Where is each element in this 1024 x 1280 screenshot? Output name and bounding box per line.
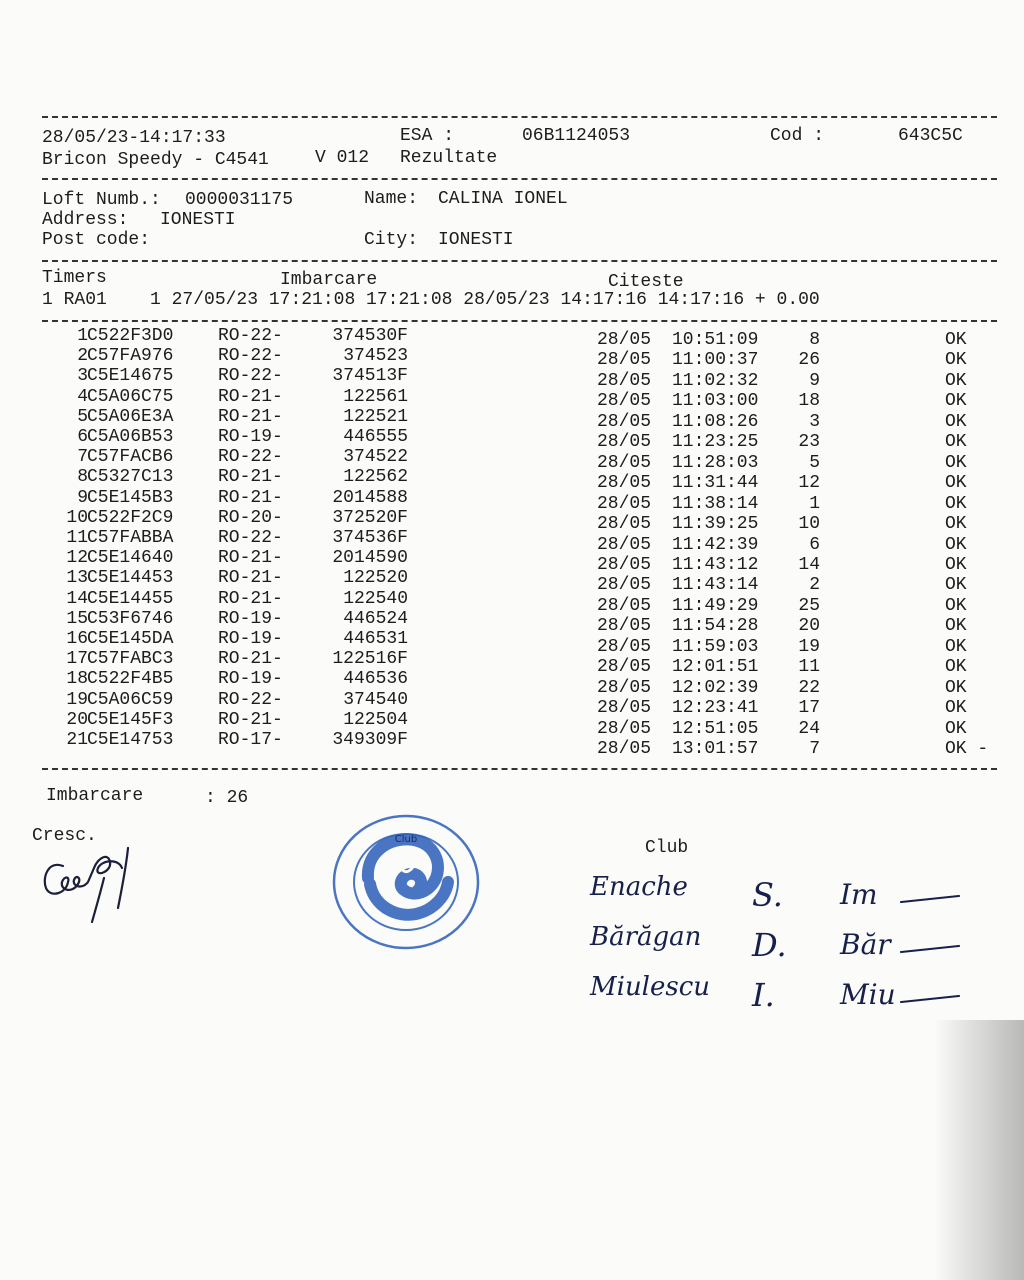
arrival-date: 28/05 bbox=[597, 718, 652, 739]
citeste-column-label: Citeste bbox=[608, 272, 684, 292]
row-index: 19 bbox=[66, 689, 88, 710]
arrival-time: 11:28:03 bbox=[672, 452, 759, 473]
arrival-time: 11:49:29 bbox=[672, 595, 759, 616]
address-value: IONESTI bbox=[160, 210, 236, 230]
table-row bbox=[0, 608, 1024, 637]
chip-id: C53F6746 bbox=[87, 608, 174, 629]
status: OK bbox=[945, 616, 967, 637]
imbarcare-total-value: : 26 bbox=[205, 788, 249, 808]
ring-prefix: RO-21- bbox=[218, 406, 283, 427]
report-title: Rezultate bbox=[400, 148, 498, 168]
arrival-date: 28/05 bbox=[597, 554, 652, 575]
signature-initial: I. bbox=[752, 976, 775, 1014]
table-row bbox=[0, 487, 1024, 514]
chip-id: C5A06C75 bbox=[87, 386, 174, 407]
ring-prefix: RO-19- bbox=[218, 629, 283, 649]
table-row bbox=[0, 366, 1024, 391]
timer-line: 1 RA01 1 27/05/23 17:21:08 17:21:08 28/05/23 14:17:16 14:17:16 + 0.00 bbox=[42, 290, 820, 310]
firmware-version: V 012 bbox=[315, 148, 370, 168]
position: 20 bbox=[798, 616, 820, 637]
arrival-time: 13:01:57 bbox=[672, 739, 759, 759]
chip-id: C57FABC3 bbox=[87, 649, 174, 670]
cresc-label: Cresc. bbox=[32, 826, 97, 846]
row-index: 3 bbox=[77, 366, 88, 387]
ring-number: 374536F bbox=[332, 528, 408, 548]
row-index: 15 bbox=[66, 608, 88, 629]
status: OK bbox=[945, 411, 967, 432]
row-index: 14 bbox=[66, 588, 88, 609]
ring-number: 374540 bbox=[343, 689, 408, 710]
status: OK bbox=[945, 575, 967, 596]
table-row bbox=[0, 507, 1024, 535]
ring-number: 446524 bbox=[343, 608, 408, 629]
status: OK bbox=[945, 698, 967, 719]
signature-stroke bbox=[900, 945, 960, 953]
signature-name: Bărăgan bbox=[590, 922, 702, 952]
signature-mark: Miu bbox=[840, 978, 896, 1011]
page-shadow bbox=[934, 1020, 1024, 1280]
ring-number: 349309F bbox=[332, 730, 408, 750]
arrival-time: 11:08:26 bbox=[672, 411, 759, 432]
status: OK bbox=[945, 452, 967, 473]
city-label: City: bbox=[364, 230, 419, 250]
ring-number: 122504 bbox=[343, 709, 408, 730]
arrival-date: 28/05 bbox=[597, 452, 652, 473]
row-index: 12 bbox=[66, 548, 88, 569]
chip-id: C5A06C59 bbox=[87, 689, 174, 710]
table-row bbox=[0, 406, 1024, 432]
ring-prefix: RO-20- bbox=[218, 507, 283, 528]
table-row bbox=[0, 326, 1024, 350]
address-label: Address: bbox=[42, 210, 129, 230]
arrival-date: 28/05 bbox=[597, 657, 652, 678]
arrival-time: 11:38:14 bbox=[672, 493, 759, 514]
position: 5 bbox=[809, 452, 820, 473]
row-index: 11 bbox=[66, 528, 88, 548]
imbarcare-total-label: Imbarcare bbox=[46, 786, 144, 806]
ring-prefix: RO-21- bbox=[218, 588, 283, 609]
city-value: IONESTI bbox=[438, 230, 514, 250]
arrival-time: 11:39:25 bbox=[672, 514, 759, 535]
ring-prefix: RO-19- bbox=[218, 669, 283, 690]
chip-id: C5E14640 bbox=[87, 548, 174, 569]
chip-id: C5E145DA bbox=[87, 629, 174, 649]
timers-title: Timers bbox=[42, 268, 107, 288]
row-index: 16 bbox=[66, 629, 88, 649]
arrival-time: 10:51:09 bbox=[672, 330, 759, 350]
table-row bbox=[0, 709, 1024, 739]
row-index: 6 bbox=[77, 427, 88, 447]
status: OK bbox=[945, 391, 967, 412]
ring-prefix: RO-21- bbox=[218, 548, 283, 569]
header-datetime: 28/05/23-14:17:33 bbox=[42, 128, 226, 148]
table-row bbox=[0, 427, 1024, 453]
status: OK bbox=[945, 534, 967, 555]
row-index: 9 bbox=[77, 487, 88, 508]
name-label: Name: bbox=[364, 189, 419, 209]
arrival-time: 12:23:41 bbox=[672, 698, 759, 719]
arrival-date: 28/05 bbox=[597, 432, 652, 453]
chip-id: C5327C13 bbox=[87, 467, 174, 488]
breeder-signature bbox=[38, 838, 148, 928]
ring-prefix: RO-21- bbox=[218, 649, 283, 670]
ring-number: 122521 bbox=[343, 406, 408, 427]
device-name: Bricon Speedy - C4541 bbox=[42, 150, 269, 170]
status: OK bbox=[945, 473, 967, 494]
signature-stroke bbox=[900, 995, 960, 1003]
row-index: 4 bbox=[77, 386, 88, 407]
table-row bbox=[0, 629, 1024, 657]
position: 24 bbox=[798, 718, 820, 739]
chip-id: C5E14675 bbox=[87, 366, 174, 387]
club-stamp bbox=[330, 812, 482, 952]
arrival-time: 11:54:28 bbox=[672, 616, 759, 637]
arrival-time: 11:59:03 bbox=[672, 636, 759, 657]
ring-prefix: RO-22- bbox=[218, 346, 283, 367]
signature-name: Enache bbox=[590, 872, 688, 902]
position: 14 bbox=[798, 554, 820, 575]
table-row bbox=[0, 346, 1024, 371]
ring-number: 122520 bbox=[343, 568, 408, 589]
separator-timers bbox=[42, 260, 997, 262]
status: OK bbox=[945, 677, 967, 698]
club-label: Club bbox=[645, 838, 689, 858]
ring-number: 2014590 bbox=[332, 548, 408, 569]
ring-number: 372520F bbox=[332, 507, 408, 528]
arrival-date: 28/05 bbox=[597, 636, 652, 657]
arrival-date: 28/05 bbox=[597, 330, 652, 350]
arrival-time: 11:43:14 bbox=[672, 575, 759, 596]
arrival-date: 28/05 bbox=[597, 739, 652, 759]
table-row bbox=[0, 669, 1024, 698]
loft-label: Loft Numb.: bbox=[42, 190, 161, 210]
chip-id: C5E14455 bbox=[87, 588, 174, 609]
arrival-time: 11:02:32 bbox=[672, 370, 759, 391]
position: 11 bbox=[798, 657, 820, 678]
position: 19 bbox=[798, 636, 820, 657]
status: OK bbox=[945, 370, 967, 391]
signature-initial: D. bbox=[752, 926, 787, 964]
status: OK bbox=[945, 493, 967, 514]
chip-id: C5E145B3 bbox=[87, 487, 174, 508]
arrival-date: 28/05 bbox=[597, 616, 652, 637]
table-row bbox=[0, 649, 1024, 678]
table-row bbox=[0, 730, 1024, 759]
esa-label: ESA : bbox=[400, 126, 455, 146]
position: 1 bbox=[809, 493, 820, 514]
ring-prefix: RO-22- bbox=[218, 528, 283, 548]
ring-prefix: RO-22- bbox=[218, 689, 283, 710]
ring-number: 446555 bbox=[343, 427, 408, 447]
ring-prefix: RO-17- bbox=[218, 730, 283, 750]
arrival-date: 28/05 bbox=[597, 473, 652, 494]
arrival-date: 28/05 bbox=[597, 514, 652, 535]
signature-initial: S. bbox=[752, 876, 783, 914]
signature-mark: Im bbox=[840, 878, 878, 911]
row-index: 1 bbox=[77, 326, 88, 346]
ring-prefix: RO-21- bbox=[218, 568, 283, 589]
row-index: 2 bbox=[77, 346, 88, 367]
row-index: 10 bbox=[66, 507, 88, 528]
arrival-time: 12:01:51 bbox=[672, 657, 759, 678]
status: OK bbox=[945, 554, 967, 575]
postcode-label: Post code: bbox=[42, 230, 151, 250]
chip-id: C5A06E3A bbox=[87, 406, 174, 427]
position: 25 bbox=[798, 595, 820, 616]
status: OK bbox=[945, 636, 967, 657]
row-index: 5 bbox=[77, 406, 88, 427]
status: OK bbox=[945, 657, 967, 678]
position: 9 bbox=[809, 370, 820, 391]
position: 6 bbox=[809, 534, 820, 555]
table-row bbox=[0, 386, 1024, 412]
chip-id: C57FACB6 bbox=[87, 447, 174, 468]
table-row bbox=[0, 548, 1024, 575]
position: 22 bbox=[798, 677, 820, 698]
position: 18 bbox=[798, 391, 820, 412]
arrival-date: 28/05 bbox=[597, 595, 652, 616]
ring-prefix: RO-19- bbox=[218, 608, 283, 629]
position: 3 bbox=[809, 411, 820, 432]
row-index: 18 bbox=[66, 669, 88, 690]
arrival-time: 12:51:05 bbox=[672, 718, 759, 739]
position: 17 bbox=[798, 698, 820, 719]
position: 7 bbox=[809, 739, 820, 759]
ring-prefix: RO-22- bbox=[218, 447, 283, 468]
chip-id: C5E14753 bbox=[87, 730, 174, 750]
stamp-label: Club bbox=[394, 834, 418, 845]
ring-number: 122562 bbox=[343, 467, 408, 488]
arrival-time: 11:42:39 bbox=[672, 534, 759, 555]
ring-number: 122516F bbox=[332, 649, 408, 670]
row-index: 17 bbox=[66, 649, 88, 670]
signature-stroke bbox=[900, 895, 960, 903]
ring-prefix: RO-21- bbox=[218, 709, 283, 730]
position: 23 bbox=[798, 432, 820, 453]
chip-id: C5E14453 bbox=[87, 568, 174, 589]
status: OK bbox=[945, 330, 967, 350]
signature-name: Miulescu bbox=[590, 972, 711, 1002]
row-index: 8 bbox=[77, 467, 88, 488]
arrival-date: 28/05 bbox=[597, 677, 652, 698]
arrival-time: 12:02:39 bbox=[672, 677, 759, 698]
table-row bbox=[0, 588, 1024, 616]
ring-number: 374513F bbox=[332, 366, 408, 387]
position: 26 bbox=[798, 350, 820, 371]
imbarcare-column-label: Imbarcare bbox=[280, 270, 378, 290]
chip-id: C57FA976 bbox=[87, 346, 174, 367]
row-index: 21 bbox=[66, 730, 88, 750]
ring-prefix: RO-19- bbox=[218, 427, 283, 447]
ring-number: 374523 bbox=[343, 346, 408, 367]
arrival-time: 11:03:00 bbox=[672, 391, 759, 412]
separator-owner bbox=[42, 178, 997, 180]
esa-value: 06B1124053 bbox=[522, 126, 631, 146]
position: 12 bbox=[798, 473, 820, 494]
chip-id: C522F2C9 bbox=[87, 507, 174, 528]
status: OK bbox=[945, 595, 967, 616]
status: OK bbox=[945, 432, 967, 453]
status: OK bbox=[945, 718, 967, 739]
arrival-date: 28/05 bbox=[597, 411, 652, 432]
table-row bbox=[0, 447, 1024, 473]
arrival-time: 11:23:25 bbox=[672, 432, 759, 453]
ring-number: 122540 bbox=[343, 588, 408, 609]
cod-label: Cod : bbox=[770, 126, 825, 146]
row-index: 7 bbox=[77, 447, 88, 468]
status: OK bbox=[945, 514, 967, 535]
signature-mark: Băr bbox=[840, 928, 891, 961]
ring-prefix: RO-22- bbox=[218, 366, 283, 387]
chip-id: C5E145F3 bbox=[87, 709, 174, 730]
chip-id: C522F4B5 bbox=[87, 669, 174, 690]
arrival-date: 28/05 bbox=[597, 534, 652, 555]
arrival-date: 28/05 bbox=[597, 391, 652, 412]
separator-bottom bbox=[42, 768, 997, 770]
table-row bbox=[0, 528, 1024, 555]
table-row bbox=[0, 467, 1024, 494]
ring-prefix: RO-22- bbox=[218, 326, 283, 346]
position: 2 bbox=[809, 575, 820, 596]
status: OK bbox=[945, 350, 967, 371]
arrival-date: 28/05 bbox=[597, 575, 652, 596]
cod-value: 643C5C bbox=[898, 126, 963, 146]
status: OK - bbox=[945, 739, 989, 759]
arrival-date: 28/05 bbox=[597, 370, 652, 391]
loft-number: 0000031175 bbox=[185, 190, 294, 210]
ring-number: 374530F bbox=[332, 326, 408, 346]
position: 10 bbox=[798, 514, 820, 535]
ring-prefix: RO-21- bbox=[218, 487, 283, 508]
row-index: 13 bbox=[66, 568, 88, 589]
ring-number: 446531 bbox=[343, 629, 408, 649]
table-row bbox=[0, 689, 1024, 719]
position: 8 bbox=[809, 330, 820, 350]
chip-id: C57FABBA bbox=[87, 528, 174, 548]
row-index: 20 bbox=[66, 709, 88, 730]
owner-name: CALINA IONEL bbox=[438, 189, 568, 209]
separator-top bbox=[42, 116, 997, 118]
ring-number: 374522 bbox=[343, 447, 408, 468]
chip-id: C522F3D0 bbox=[87, 326, 174, 346]
ring-number: 446536 bbox=[343, 669, 408, 690]
arrival-time: 11:43:12 bbox=[672, 554, 759, 575]
arrival-time: 11:31:44 bbox=[672, 473, 759, 494]
ring-number: 122561 bbox=[343, 386, 408, 407]
table-row bbox=[0, 568, 1024, 596]
ring-prefix: RO-21- bbox=[218, 386, 283, 407]
arrival-date: 28/05 bbox=[597, 350, 652, 371]
separator-results bbox=[42, 320, 997, 322]
ring-prefix: RO-21- bbox=[218, 467, 283, 488]
ring-number: 2014588 bbox=[332, 487, 408, 508]
chip-id: C5A06B53 bbox=[87, 427, 174, 447]
arrival-date: 28/05 bbox=[597, 698, 652, 719]
arrival-date: 28/05 bbox=[597, 493, 652, 514]
arrival-time: 11:00:37 bbox=[672, 350, 759, 371]
